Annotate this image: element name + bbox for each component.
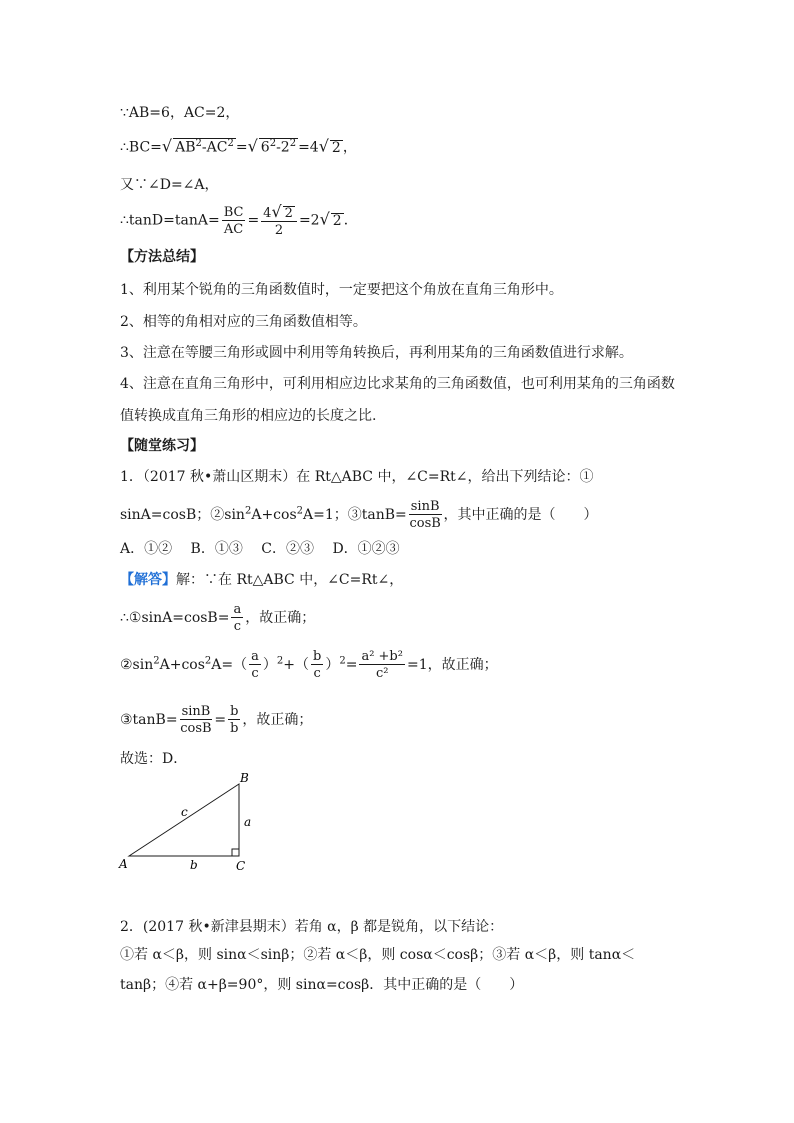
numerator: b (230, 704, 239, 719)
side-label-c: c (181, 805, 188, 819)
text: A=1；③tanB= (303, 507, 407, 523)
right-angle-marker (232, 849, 239, 856)
text: ，其中正确的是（ ） (443, 507, 598, 523)
method-item-4-cont: 值转换成直角三角形的相应边的长度之比. (120, 408, 377, 424)
text: +（ (283, 657, 309, 673)
radicand: 2 (284, 206, 293, 221)
exponent: 2 (276, 655, 284, 667)
radicand: 2 (332, 212, 342, 229)
denominator: cosB (180, 721, 212, 736)
text: = (345, 657, 358, 673)
method-item-1: 1、利用某个锐角的三角函数值时，一定要把这个角放在直角三角形中。 (120, 282, 563, 298)
numerator: BC (223, 204, 244, 220)
text: ∴①sinA=cosB= (120, 610, 230, 626)
fraction (180, 705, 213, 735)
text: ③tanB= (120, 712, 178, 728)
answer-label: 【解答】 (120, 572, 176, 588)
text: -AC (201, 139, 228, 156)
numerator: b (313, 649, 322, 664)
method-item-3: 3、注意在等腰三角形或圆中利用等角转换后，再利用某角的三角函数值进行求解。 (120, 345, 633, 361)
answer-step-2 (120, 650, 498, 680)
denominator: c (251, 666, 259, 681)
radical-sign: √ (161, 136, 173, 156)
text: =1，故正确； (406, 657, 498, 673)
fraction (249, 650, 261, 680)
text: ． (343, 212, 358, 229)
solution-line-2 (120, 138, 357, 155)
radical-sign: √ (318, 136, 329, 156)
practice-heading: 【随堂练习】 (120, 438, 204, 454)
text: = (247, 212, 260, 229)
fraction (409, 500, 442, 530)
text: 解：∵在 Rt△ABC 中，∠C=Rt∠， (176, 572, 404, 588)
fraction (231, 603, 243, 633)
text: ，故正确； (245, 610, 316, 626)
denominator: c (313, 666, 321, 681)
exponent: 2 (244, 505, 252, 517)
numerator: a² +b² (361, 649, 403, 664)
text: AB (175, 139, 196, 156)
answer-choice: 故选：D． (120, 751, 188, 767)
text: =2 (298, 212, 320, 229)
exponent: 2 (339, 655, 346, 667)
text: 6 (260, 139, 270, 156)
radical-sign: √ (247, 136, 258, 156)
answer-step-1 (120, 603, 315, 633)
numerator: sinB (410, 499, 440, 514)
question-1-options: A．①② B．①③ C．②③ D．①②③ (120, 541, 400, 557)
fraction (359, 650, 405, 680)
denominator: 2 (274, 223, 284, 238)
text: =4 (298, 139, 319, 156)
question-2-line-3: tanβ；④若 α+β=90°，则 sinα=cosβ．其中正确的是（ ） (120, 977, 524, 993)
exponent: 2 (269, 138, 277, 149)
denominator: cosB (409, 516, 441, 531)
numerator (261, 204, 297, 222)
fraction (311, 650, 323, 680)
exponent: 2 (296, 505, 303, 517)
solution-line-4 (120, 204, 358, 237)
text: ∴BC= (120, 139, 162, 156)
text: A=（ (211, 657, 248, 673)
method-item-4: 4、注意在直角三角形中，可利用相应边比求某角的三角函数值，也可利用某角的三角函数 (120, 376, 675, 392)
radical-sign: √ (319, 209, 330, 229)
denominator: c (233, 619, 241, 634)
fraction (228, 705, 240, 735)
numerator: a (233, 602, 242, 617)
text: = (214, 712, 227, 728)
answer-step-3 (120, 705, 312, 735)
triangle-shape (129, 784, 239, 856)
right-triangle-diagram (115, 772, 265, 876)
method-item-2: 2、相等的角相对应的三角函数值相等。 (120, 314, 367, 330)
method-summary-heading: 【方法总结】 (120, 249, 204, 265)
text: 4 (263, 206, 272, 221)
vertex-label-b: B (240, 772, 249, 785)
solution-line-1: ∵AB=6，AC=2， (120, 105, 240, 121)
exponent: 2 (289, 138, 297, 149)
denominator: AC (223, 221, 244, 237)
radicand (173, 138, 236, 155)
side-label-b: b (190, 858, 198, 872)
question-1-line-2 (120, 500, 598, 530)
text: sinA=cosB；②sin (120, 507, 245, 523)
text: A+cos (159, 657, 205, 673)
text: ） (262, 657, 277, 673)
question-1-line-1: 1．（2017 秋•萧山区期末）在 Rt△ABC 中，∠C=Rt∠，给出下列结论：① (120, 469, 594, 485)
vertex-label-a: A (119, 857, 128, 871)
answer-line (120, 573, 403, 587)
question-2-line-1: 2．(2017 秋•新津县期末）若角 α，β 都是锐角，以下结论： (120, 919, 504, 935)
fraction (261, 204, 297, 237)
text: ） (325, 657, 340, 673)
denominator: b (230, 721, 239, 736)
text: A+cos (251, 507, 297, 523)
radical-sign: √ (271, 202, 282, 221)
exponent: 2 (227, 138, 234, 149)
denominator: c² (375, 666, 389, 681)
text: ，故正确； (242, 712, 313, 728)
text: ， (342, 139, 357, 156)
numerator: a (251, 649, 259, 664)
exponent: 2 (195, 138, 202, 149)
fraction (222, 206, 246, 236)
text: = (235, 139, 248, 156)
solution-line-3: 又∵∠D=∠A， (120, 177, 219, 193)
text: ②sin (120, 657, 154, 673)
exponent: 2 (204, 655, 212, 667)
radicand (259, 138, 298, 155)
side-label-a: a (244, 815, 252, 829)
text: -2 (276, 139, 290, 156)
radicand: 2 (331, 139, 341, 156)
text: ∴tanD=tanA= (120, 212, 220, 229)
question-2-line-2: ①若 α＜β，则 sinα＜sinβ；②若 α＜β，则 cosα＜cosβ；③若 α＜β，则 tanα＜ (120, 947, 636, 963)
exponent: 2 (153, 655, 160, 667)
numerator: sinB (181, 704, 211, 719)
vertex-label-c: C (236, 859, 246, 873)
